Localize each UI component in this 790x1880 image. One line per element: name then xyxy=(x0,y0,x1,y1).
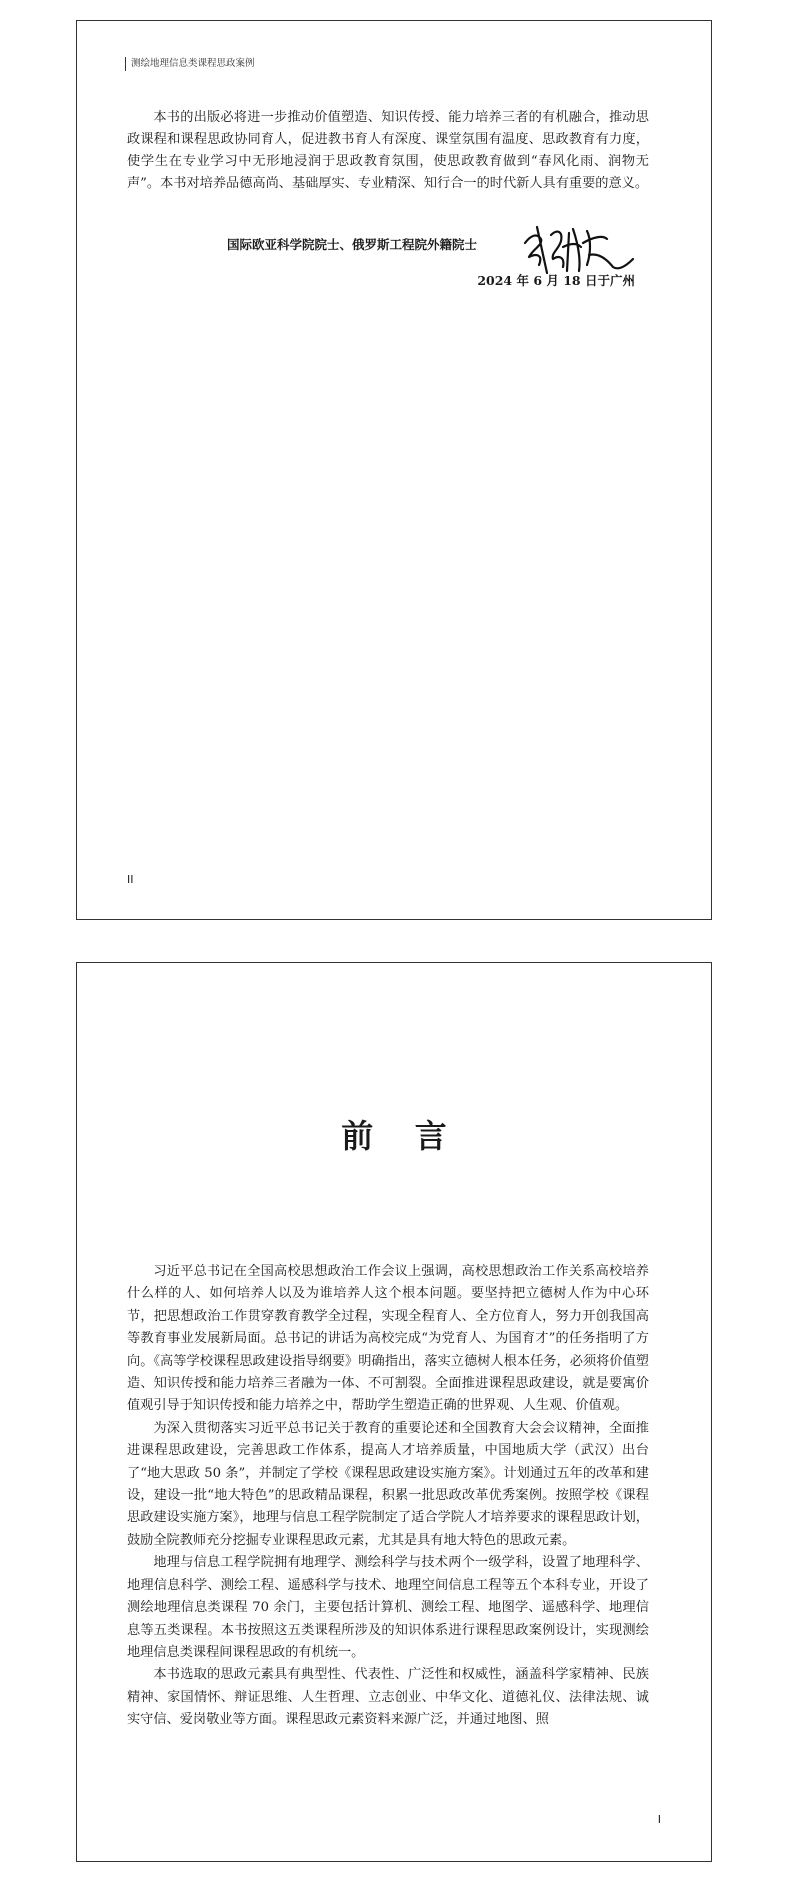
preface-paragraph-3: 地理与信息工程学院拥有地理学、测绘科学与技术两个一级学科，设置了地理科学、地理信息科学、测绘工程、遥感科学与技术、地理空间信息工程等五个本科专业，开设了测绘地理信息类课程 70 余门，主要包括计算机、测绘工程、地图学、遥感科学、地理信息等五类课程。本书按照这五类课程所涉及的知识体系进行课程思政案例设计，实现测绘地理信息类课程间课程思政的有机统一。 xyxy=(127,1555,649,1660)
foreword-body xyxy=(127,107,649,195)
page-bottom xyxy=(76,962,712,1862)
signature-date: 2024 年 6 月 18 日于广州 xyxy=(477,273,635,288)
preface-paragraph-1: 习近平总书记在全国高校思想政治工作会议上强调，高校思想政治工作关系高校培养什么样的人、如何培养人以及为谁培养人这个根本问题。要坚持把立德树人作为中心环节，把思想政治工作贯穿教育教学全过程，实现全程育人、全方位育人，努力开创我国高等教育事业发展新局面。总书记的讲话为高校完成“为党育人、为国育才”的任务指明了方向。《高等学校课程思政建设指导纲要》明确指出，落实立德树人根本任务，必须将价值塑造、知识传授和能力培养三者融为一体、不可割裂。全面推进课程思政建设，就是要寓价值观引导于知识传授和能力培养之中，帮助学生塑造正确的世界观、人生观、价值观。 xyxy=(127,1264,649,1414)
page-top xyxy=(76,20,712,920)
preface-paragraph-4: 本书选取的思政元素具有典型性、代表性、广泛性和权威性，涵盖科学家精神、民族精神、家国情怀、辩证思维、人生哲理、立志创业、中华文化、道德礼仪、法律法规、诚实守信、爱岗敬业等方面。课程思政元素资料来源广泛，并通过地图、照 xyxy=(127,1667,649,1728)
page-number: I xyxy=(657,1813,661,1826)
header-rule xyxy=(125,57,126,71)
running-head: 测绘地理信息类课程思政案例 xyxy=(131,58,255,69)
foreword-paragraph: 本书的出版必将进一步推动价值塑造、知识传授、能力培养三者的有机融合，推动思政课程和课程思政协同育人，促进教书育人有深度、课堂氛围有温度、思政教育有力度，使学生在专业学习中无形地浸润于思政教育氛围，使思政教育做到“春风化雨、润物无声”。本书对培养品德高尚、基础厚实、专业精深、知行合一的时代新人具有重要的意义。 xyxy=(127,110,649,191)
preface-body xyxy=(127,1261,649,1732)
preface-title: 前言 xyxy=(341,1117,489,1155)
signer-title: 国际欧亚科学院院士、俄罗斯工程院外籍院士 xyxy=(227,237,478,252)
page-number: II xyxy=(127,873,134,886)
preface-paragraph-2: 为深入贯彻落实习近平总书记关于教育的重要论述和全国教育大会会议精神，全面推进课程思政建设，完善思政工作体系，提高人才培养质量，中国地质大学（武汉）出台了“地大思政 50 条”，并制定了学校《课程思政建设实施方案》。计划通过五年的改革和建设，建设一批“地大特色”的思政精品课程，积累一批思政改革优秀案例。按照学校《课程思政建设实施方案》，地理与信息工程学院制定了适合学院人才培养要求的课程思政计划，鼓励全院教师充分挖掘专业课程思政元素，尤其是具有地大特色的思政元素。 xyxy=(127,1420,649,1548)
